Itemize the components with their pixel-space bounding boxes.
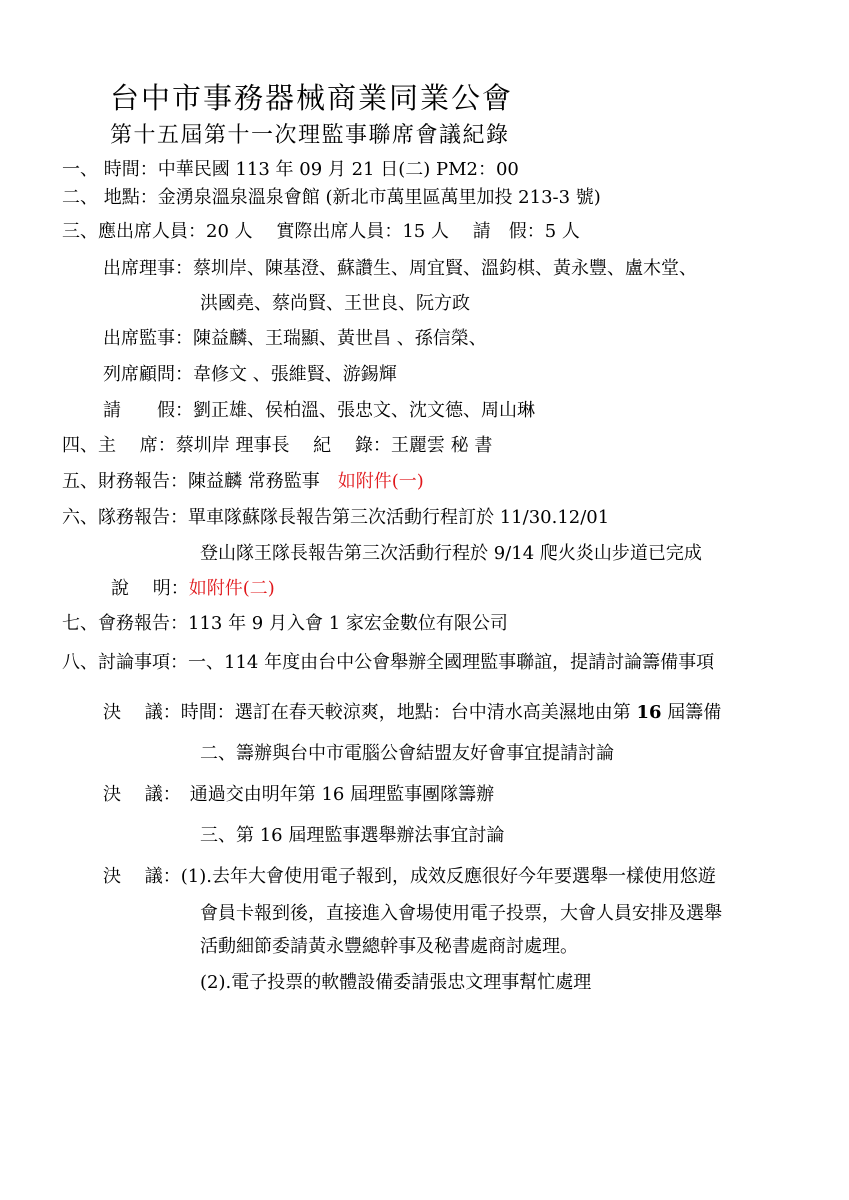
resolution-1-tail: 屆籌備 (661, 702, 722, 723)
resolution-1 (103, 702, 721, 724)
meeting-location: 二、 地點：金湧泉溫泉溫泉會館 (新北市萬里區萬里加投 213-3 號) (62, 187, 601, 208)
attendance-summary: 三、應出席人員：20 人 實際出席人員：15 人 請 假：5 人 (62, 221, 580, 242)
resolution-3-cont-1: 會員卡報到後，直接進入會場使用電子投票，大會人員安排及選舉 (200, 903, 722, 924)
meeting-time: 一、 時間：中華民國 113 年 09 月 21 日(二) PM2：00 (62, 159, 519, 180)
explanation-label: 說 明： (111, 578, 189, 599)
resolution-3-cont-2: 活動細節委請黃永豐總幹事及秘書處商討處理。 (200, 936, 578, 957)
discussion-item-3: 三、第 16 屆理監事選舉辦法事宜討論 (200, 825, 505, 846)
absent-members: 請 假：劉正雄、侯柏溫、張忠文、沈文德、周山琳 (103, 400, 535, 421)
team-report: 六、隊務報告：單車隊蘇隊長報告第三次活動行程訂於 11/30.12/01 (62, 507, 610, 528)
financial-report (62, 471, 424, 493)
resolution-3-item-2: (2).電子投票的軟體設備委請張忠文理事幫忙處理 (200, 972, 592, 993)
explanation (111, 578, 275, 600)
resolution-2: 決 議： 通過交由明年第 16 屆理監事團隊籌辦 (103, 784, 495, 805)
discussion-item-1: 八、討論事項：一、114 年度由台中公會舉辦全國理監事聯誼，提請討論籌備事項 (62, 652, 715, 673)
resolution-1-term: 16 (636, 702, 662, 723)
financial-report-text: 五、財務報告：陳益麟 常務監事 (62, 471, 338, 492)
attending-advisors: 列席顧問：韋修文 、張維賢、游錫輝 (103, 364, 397, 385)
discussion-item-2: 二、籌辦與台中市電腦公會結盟友好會事宜提請討論 (200, 743, 614, 764)
attachment-1-link: 如附件(一) (337, 471, 424, 492)
association-report: 七、會務報告：113 年 9 月入會 1 家宏金數位有限公司 (62, 613, 508, 634)
document-subtitle: 第十五屆第十一次理監事聯席會議紀錄 (110, 123, 510, 148)
resolution-3: 決 議：(1).去年大會使用電子報到，成效反應很好今年要選舉一樣使用悠遊 (103, 866, 716, 887)
attachment-2-link: 如附件(二) (188, 578, 275, 599)
attending-directors: 出席理事：蔡圳岸、陳基澄、蘇讚生、周宜賢、溫鈞棋、黃永豐、盧木堂、 (103, 258, 697, 279)
team-report-cont: 登山隊王隊長報告第三次活動行程於 9/14 爬火炎山步道已完成 (200, 543, 702, 564)
document-title: 台中市事務器械商業同業公會 (110, 81, 514, 115)
attending-directors-cont: 洪國堯、蔡尚賢、王世良、阮方政 (200, 293, 470, 314)
attending-supervisors: 出席監事：陳益麟、王瑞顯、黃世昌 、孫信榮、 (103, 328, 487, 349)
resolution-1-text: 決 議：時間：選訂在春天較涼爽，地點：台中清水高美濕地由第 (103, 702, 637, 723)
chair-and-recorder: 四、主 席：蔡圳岸 理事長 紀 錄：王麗雲 秘 書 (62, 435, 493, 456)
